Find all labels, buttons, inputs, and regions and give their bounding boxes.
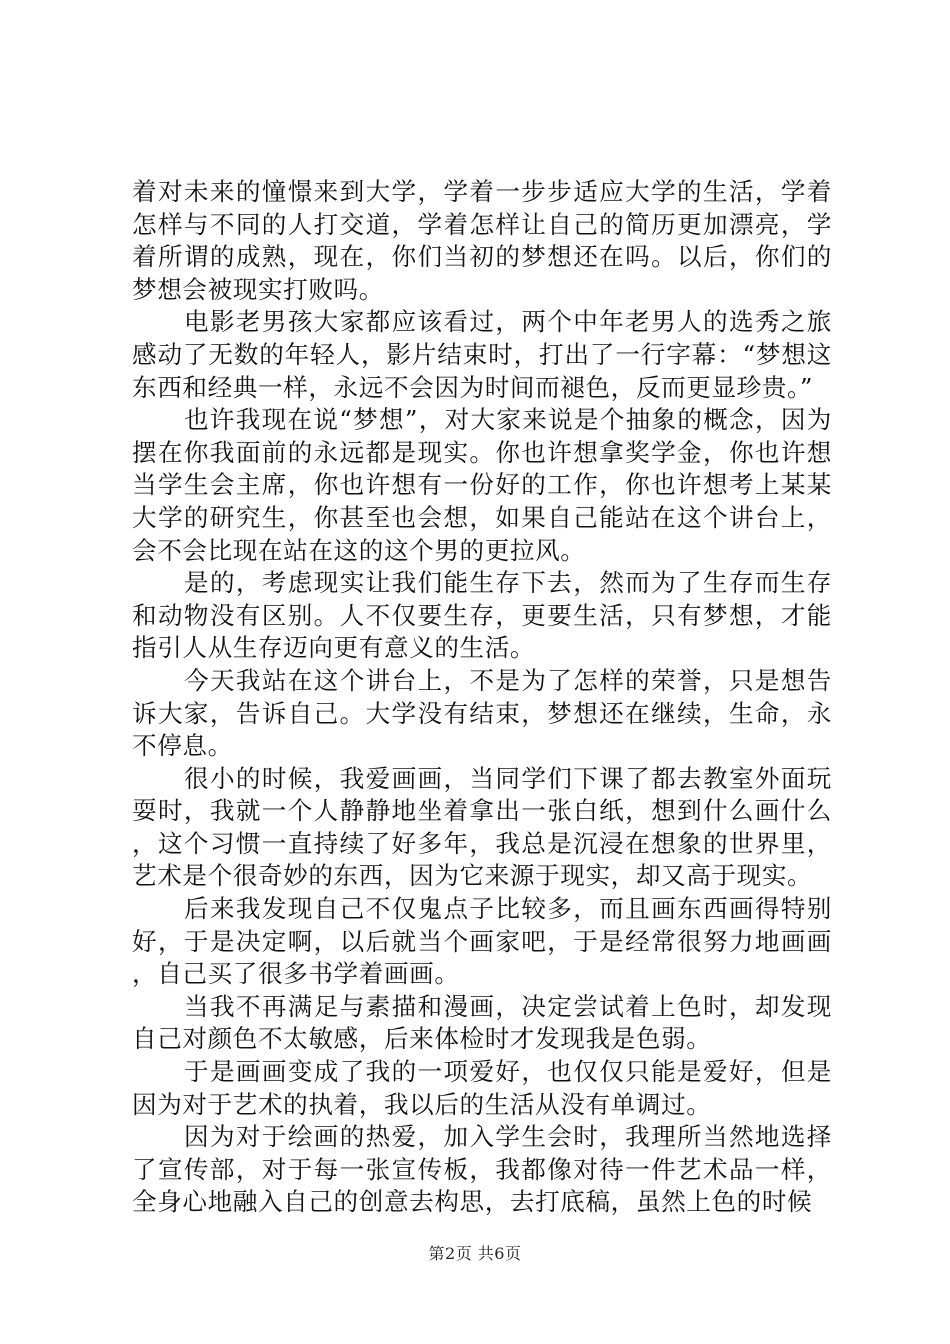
paragraph-8: 当我不再满足与素描和漫画，决定尝试着上色时，却发现自己对颜色不太敏感，后来体检时才发现我是色弱。 <box>132 991 832 1054</box>
page-footer: 第2页 共6页 <box>428 1244 522 1263</box>
paragraph-9: 于是画画变成了我的一项爱好，也仅仅只能是爱好，但是因为对于艺术的执着，我以后的生活从没有单调过。 <box>132 1057 832 1119</box>
paragraph-5: 今天我站在这个讲台上，不是为了怎样的荣誉，只是想告诉大家，告诉自己。大学没有结束，梦想还在继续，生命，永不停息。 <box>132 665 832 761</box>
paragraph-6: 很小的时候，我爱画画，当同学们下课了都去教室外面玩耍时，我就一个人静静地坐着拿出一张白纸，想到什么画什么，这个习惯一直持续了好多年，我总是沉浸在想象的世界里，艺术是个很奇妙的东西，因为它来源于现实，却又高于现实。 <box>132 763 832 891</box>
paragraph-4: 是的，考虑现实让我们能生存下去，然而为了生存而生存和动物没有区别。人不仅要生存，更要生活，只有梦想，才能指引人从生存迈向更有意义的生活。 <box>132 568 832 663</box>
paragraph-10: 因为对于绘画的热爱，加入学生会时，我理所当然地选择了宣传部，对于每一张宣传板，我都像对待一件艺术品一样，全身心地融入自己的创意去构思，去打底稿，虽然上色的时候 <box>132 1122 832 1217</box>
paragraph-2: 电影老男孩大家都应该看过，两个中年老男人的选秀之旅感动了无数的年轻人，影片结束时，打出了一行字幕：“梦想这东西和经典一样，永远不会因为时间而褪色，反而更显珍贵。” <box>132 307 832 402</box>
paragraph-7: 后来我发现自己不仅鬼点子比较多，而且画东西画得特别好，于是决定啊，以后就当个画家吧，于是经常很努力地画画，自己买了很多书学着画画。 <box>132 894 832 989</box>
document-body <box>132 176 832 1219</box>
paragraph-1: 着对未来的憧憬来到大学，学着一步步适应大学的生活，学着怎样与不同的人打交道，学着怎样让自己的简历更加漂亮，学着所谓的成熟，现在，你们当初的梦想还在吗。以后，你们的梦想会被现实打败吗。 <box>132 177 832 304</box>
paragraph-3: 也许我现在说“梦想”，对大家来说是个抽象的概念，因为摆在你我面前的永远都是现实。你也许想拿奖学金，你也许想当学生会主席，你也许想有一份好的工作，你也许想考上某某大学的研究生，你甚至也会想，如果自己能站在这个讲台上，会不会比现在站在这的这个男的更拉风。 <box>132 405 832 565</box>
